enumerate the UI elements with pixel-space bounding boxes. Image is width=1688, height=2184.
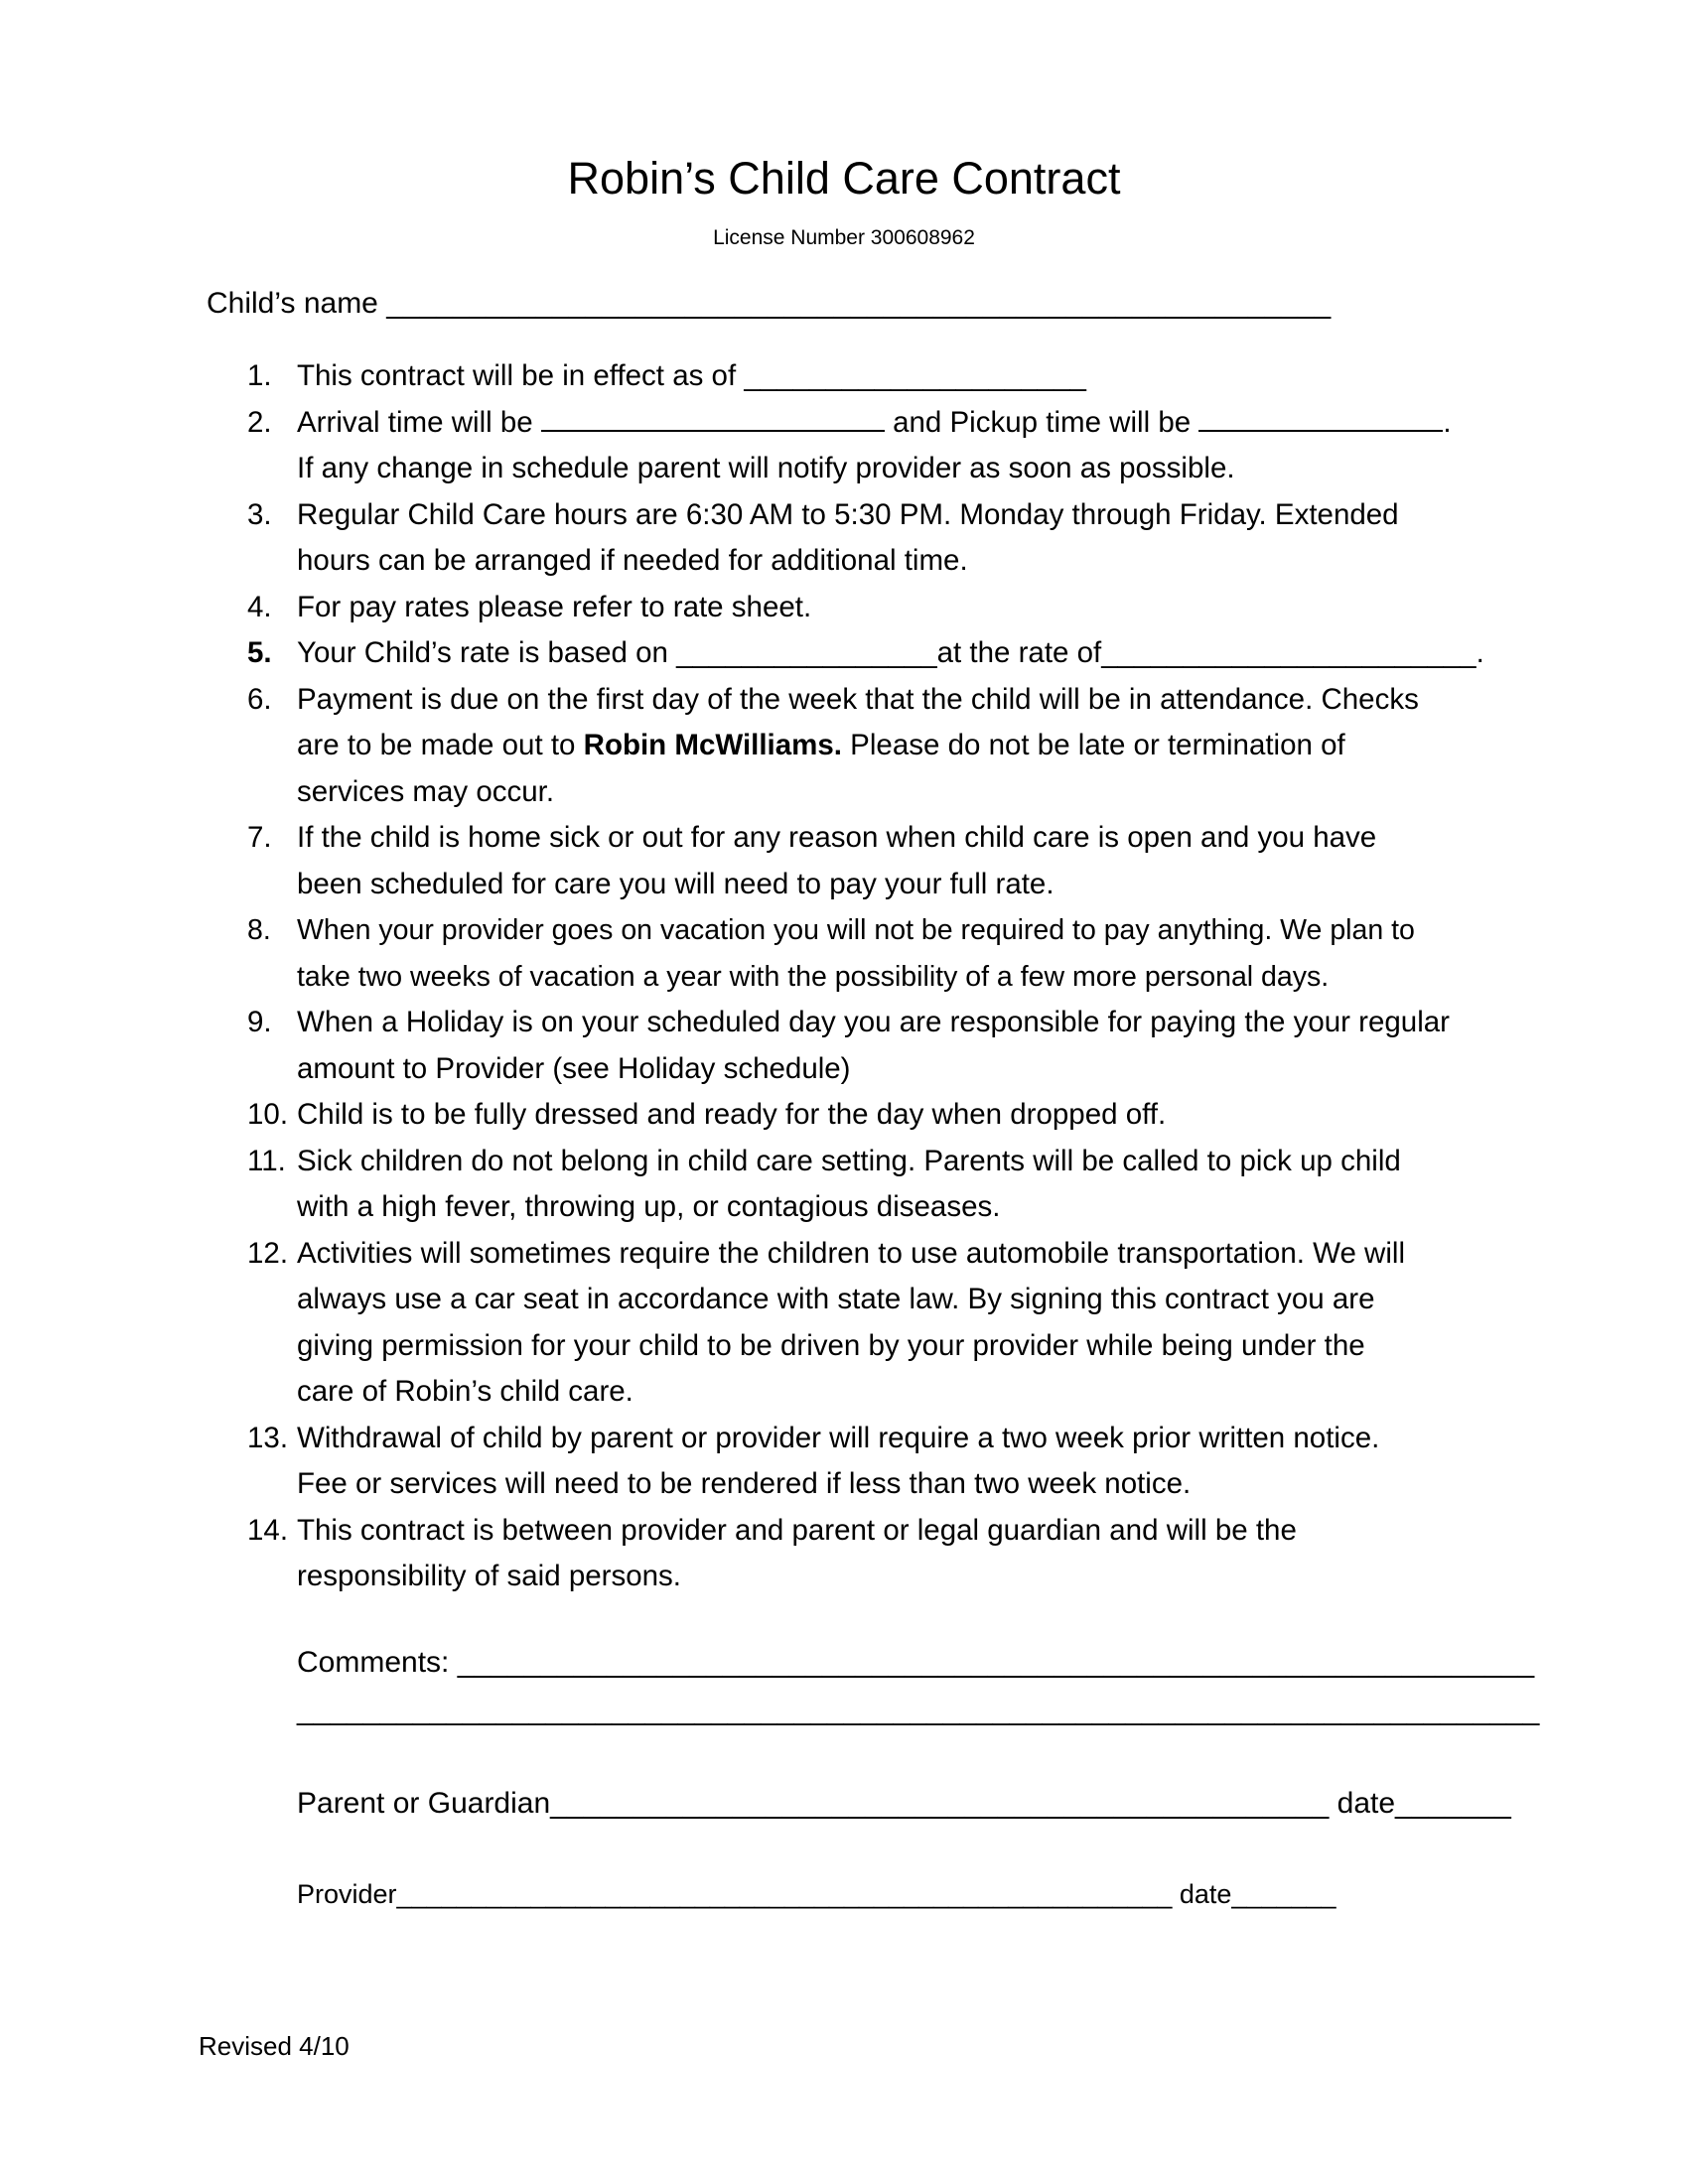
list-item-text: When a Holiday is on your scheduled day you are responsible for paying the your regular xyxy=(297,1006,1451,1038)
list-item-text: Arrival time will be xyxy=(297,405,541,439)
list-item-text: Please do not be late or termination of xyxy=(841,729,1345,761)
list-item-text: This contract is between provider and parent or legal guardian and will be the xyxy=(297,1513,1297,1547)
list-item-number: 2. xyxy=(247,405,272,439)
list-item-text: . xyxy=(1443,405,1452,439)
list-item-text: When your provider goes on vacation you will not be required to pay anything. We plan to xyxy=(297,914,1415,946)
list-item-number: 3. xyxy=(247,497,272,531)
revision-date: Revised 4/10 xyxy=(199,2031,350,2061)
list-item-text: If any change in schedule parent will notify provider as soon as possible. xyxy=(297,452,1235,484)
list-item xyxy=(0,907,1688,1000)
list-item xyxy=(0,1139,1688,1231)
list-item-text: giving permission for your child to be driven by your provider while being under the xyxy=(297,1328,1365,1362)
list-item xyxy=(0,1416,1688,1508)
list-item-text: hours can be arranged if needed for additional time. xyxy=(297,544,968,577)
provider-signature-line[interactable]: Provider____________________________________________________ date_______ xyxy=(297,1879,1336,1909)
comments-blank[interactable]: _________________________________________________________________ xyxy=(457,1646,1535,1679)
list-item-text: Child is to be fully dressed and ready for the day when dropped off. xyxy=(297,1098,1167,1131)
list-item-text: and Pickup time will be xyxy=(884,405,1199,439)
list-item-number: 9. xyxy=(247,1006,272,1038)
list-item xyxy=(0,1000,1688,1092)
list-item-text: take two weeks of vacation a year with the possibility of a few more personal days. xyxy=(297,960,1330,993)
parent-signature-line[interactable]: Parent or Guardian_______________________________________________ date_______ xyxy=(297,1787,1511,1820)
document-title: Robin’s Child Care Contract xyxy=(567,153,1121,204)
list-item xyxy=(0,1508,1688,1600)
list-item-text: Withdrawal of child by parent or provider will require a two week prior written notice. xyxy=(297,1421,1380,1454)
list-item xyxy=(0,492,1688,585)
list-item xyxy=(0,585,1688,631)
list-item-number: 4. xyxy=(247,590,272,623)
payee-name: Robin McWilliams. xyxy=(583,729,842,761)
pickup-time-blank[interactable] xyxy=(1198,400,1443,432)
child-name-field xyxy=(207,284,1331,324)
list-item-number: 12. xyxy=(247,1236,289,1270)
list-item-text: responsibility of said persons. xyxy=(297,1560,681,1592)
list-item-number: 8. xyxy=(247,914,271,946)
list-item-number: 7. xyxy=(247,821,272,854)
child-name-blank[interactable]: _________________________________________________________ xyxy=(386,287,1332,320)
list-item-text: Your Child’s rate is based on ________________at the rate of_______________________. xyxy=(297,636,1484,669)
comments-field xyxy=(297,1643,1534,1683)
list-item-text: Regular Child Care hours are 6:30 AM to 5:30 PM. Monday through Friday. Extended xyxy=(297,497,1399,531)
license-number: License Number 300608962 xyxy=(713,226,975,249)
list-item xyxy=(0,815,1688,907)
list-item xyxy=(0,353,1688,400)
list-item-text: been scheduled for care you will need to pay your full rate. xyxy=(297,867,1055,900)
list-item-number: 10. xyxy=(247,1098,289,1131)
list-item-text: with a high fever, throwing up, or contagious diseases. xyxy=(297,1190,1001,1223)
arrival-time-blank[interactable] xyxy=(541,400,885,432)
list-item-text: care of Robin’s child care. xyxy=(297,1375,633,1408)
list-item xyxy=(0,1231,1688,1416)
list-item xyxy=(0,1092,1688,1139)
list-item-text: This contract will be in effect as of _____________________ xyxy=(297,359,1086,392)
list-item-number: 1. xyxy=(247,359,272,392)
list-item-number: 14. xyxy=(247,1513,289,1547)
list-item-text: always use a car seat in accordance with state law. By signing this contract you are xyxy=(297,1283,1375,1315)
list-item-text: Sick children do not belong in child care setting. Parents will be called to pick up child xyxy=(297,1144,1401,1177)
list-item-text: Payment is due on the first day of the week that the child will be in attendance. Checks xyxy=(297,682,1419,716)
list-item xyxy=(0,630,1688,677)
comments-label: Comments: xyxy=(297,1646,458,1679)
contract-terms-list xyxy=(0,353,1688,1600)
list-item-text: Activities will sometimes require the children to use automobile transportation. We will xyxy=(297,1236,1406,1270)
child-name-label: Child’s name xyxy=(207,287,387,320)
list-item-text: For pay rates please refer to rate sheet. xyxy=(297,590,812,623)
list-item xyxy=(0,677,1688,816)
list-item-number: 5. xyxy=(247,636,272,669)
comments-blank-line-2[interactable]: ___________________________________________________________________________ xyxy=(297,1694,1540,1726)
list-item-text: If the child is home sick or out for any reason when child care is open and you have xyxy=(297,821,1377,854)
list-item-text: Fee or services will need to be rendered if less than two week notice. xyxy=(297,1467,1192,1500)
list-item-number: 13. xyxy=(247,1421,289,1454)
list-item-number: 6. xyxy=(247,682,272,716)
list-item-text: are to be made out to xyxy=(297,729,584,761)
list-item-text: amount to Provider (see Holiday schedule) xyxy=(297,1051,851,1085)
list-item-number: 11. xyxy=(247,1144,286,1177)
list-item xyxy=(0,400,1688,492)
list-item-text: services may occur. xyxy=(297,774,555,808)
